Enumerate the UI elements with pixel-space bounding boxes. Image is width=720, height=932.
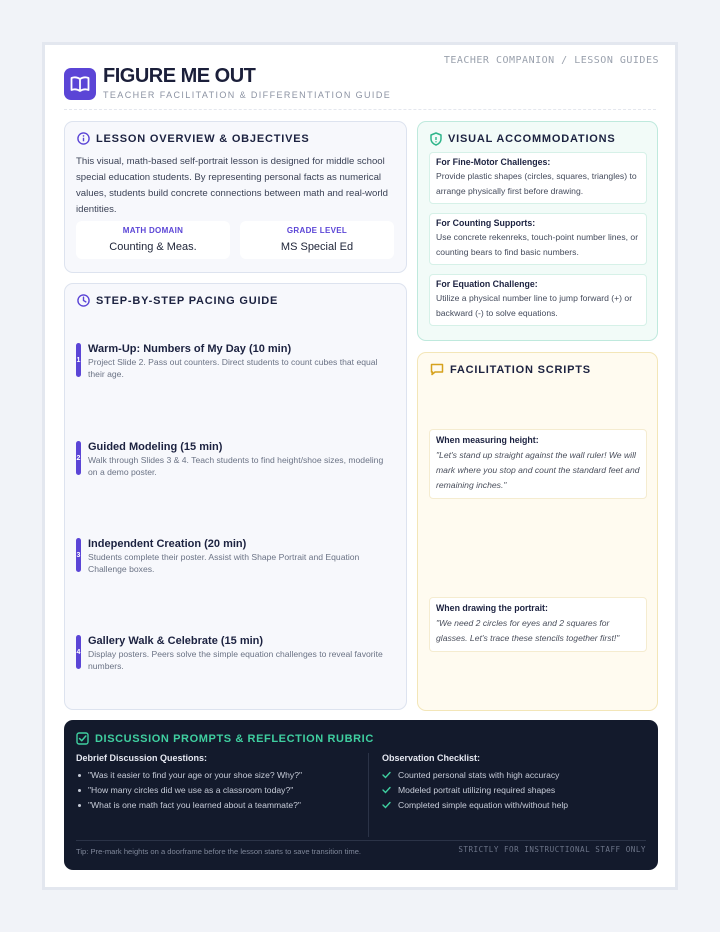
step-number: 3 [76,538,81,572]
pacing-card [64,283,407,710]
step-description: Project Slide 2. Pass out counters. Direct students to count cubes that equal their age. [88,357,378,379]
pacing-step [76,441,396,481]
footer-divider [76,840,646,841]
stat-value: MS Special Ed [280,241,354,253]
pacing-title: STEP-BY-STEP PACING GUIDE [96,294,279,307]
accommodation-item [429,213,647,265]
question-item [78,770,302,780]
stat-label: GRADE LEVEL [286,226,348,235]
question-text: "Was it easier to find your age or your shoe size? Why?" [88,770,303,780]
overview-card [64,121,407,273]
scripts-heading [430,363,591,376]
header-divider [64,109,656,110]
info-icon [77,132,90,145]
clock-icon [77,294,90,307]
scripts-title: FACILITATION SCRIPTS [450,363,591,376]
script-heading: When measuring height: [436,435,539,445]
stat-label: MATH DOMAIN [122,226,184,235]
page-subtitle: TEACHER FACILITATION & DIFFERENTIATION GUIDE [103,90,392,100]
pacing-step [76,538,396,578]
visual-accommodations-card [417,121,658,341]
step-number: 1 [76,343,81,377]
accommodation-heading: For Fine-Motor Challenges: [436,157,551,167]
check-icon [382,801,391,809]
step-title: Guided Modeling (15 min) [88,441,223,453]
checklist-text: Modeled portrait utilizing required shapes [398,785,556,795]
script-heading: When drawing the portrait: [436,603,548,613]
speech-bubble-icon [430,363,444,376]
footer-heading [76,732,374,745]
open-book-icon [64,68,96,100]
checklist-heading: Observation Checklist: [382,753,481,763]
breadcrumb[interactable]: TEACHER COMPANION / LESSON GUIDES [443,55,659,66]
pacing-heading [77,294,278,307]
checkbox-icon [76,732,89,745]
pacing-step [76,635,396,675]
accommodation-description: Provide plastic shapes (circles, squares, triangles) to arrange physically first before drawing. [436,171,637,196]
step-title: Independent Creation (20 min) [88,538,247,550]
question-text: "How many circles did we use as a classroom today?" [88,785,294,795]
questions-heading: Debrief Discussion Questions: [76,753,208,763]
step-description: Walk through Slides 3 & 4. Teach students to find height/shoe sizes, modeling on a demo poster. [88,455,384,477]
script-item [429,597,647,652]
accommodation-description: Use concrete rekenreks, touch-point number lines, or counting bears to find basic numbers. [436,232,639,257]
pacing-step [76,343,396,383]
accommodation-item [429,152,647,204]
checklist-text: Counted personal stats with high accuracy [398,770,560,780]
checklist-item [382,800,568,810]
overview-heading [77,132,310,145]
step-title: Gallery Walk & Celebrate (15 min) [88,635,264,647]
checklist-item [382,770,559,780]
footer-tip: Tip: Pre-mark heights on a doorframe before the lesson starts to save transition time. [76,847,362,856]
question-item [78,785,293,795]
visual-title: VISUAL ACCOMMODATIONS [448,133,616,145]
check-icon [382,771,391,779]
stat-value: Counting & Meas. [109,241,197,253]
accommodation-item [429,274,647,326]
checklist-item [382,785,555,795]
footer-title: DISCUSSION PROMPTS & REFLECTION RUBRIC [95,732,374,745]
visual-heading [430,132,616,146]
step-description: Students complete their poster. Assist with Shape Portrait and Equation Challenge boxes. [88,552,360,574]
page-title: FIGURE ME OUT [103,65,256,87]
overview-body: This visual, math-based self-portrait lesson is designed for middle school special education students. By representing personal facts as numerical values, students build concrete connections between math and real-world identities. [76,156,388,215]
step-number: 2 [76,441,81,475]
stat-math-domain [76,221,230,259]
script-quote: "Let's stand up straight against the wall ruler! We will mark where you stop and count the standard feet and remaining inches." [436,450,640,490]
discussion-rubric-panel [64,720,658,870]
stat-grade-level [240,221,394,259]
shield-icon [430,132,442,146]
facilitation-scripts-card [417,352,658,711]
accommodation-heading: For Equation Challenge: [436,279,538,289]
question-text: "What is one math fact you learned about a teammate?" [88,800,301,810]
check-icon [382,786,391,794]
checklist-text: Completed simple equation with/without help [398,800,569,810]
step-description: Display posters. Peers solve the simple equation challenges to reveal favorite numbers. [88,649,383,671]
overview-title: LESSON OVERVIEW & OBJECTIVES [96,132,310,145]
accommodation-description: Utilize a physical number line to jump forward (+) or backward (-) to solve equations. [436,293,633,318]
script-quote: "We need 2 circles for eyes and 2 squares for glasses. Let's trace these stencils together first!" [436,618,620,643]
lesson-guide-page [42,42,678,890]
script-item [429,429,647,499]
step-number: 4 [76,635,81,669]
question-item [78,800,301,810]
column-divider [368,753,369,837]
staff-only-note: STRICTLY FOR INSTRUCTIONAL STAFF ONLY [458,845,646,854]
accommodation-heading: For Counting Supports: [436,218,536,228]
step-title: Warm-Up: Numbers of My Day (10 min) [88,343,292,355]
